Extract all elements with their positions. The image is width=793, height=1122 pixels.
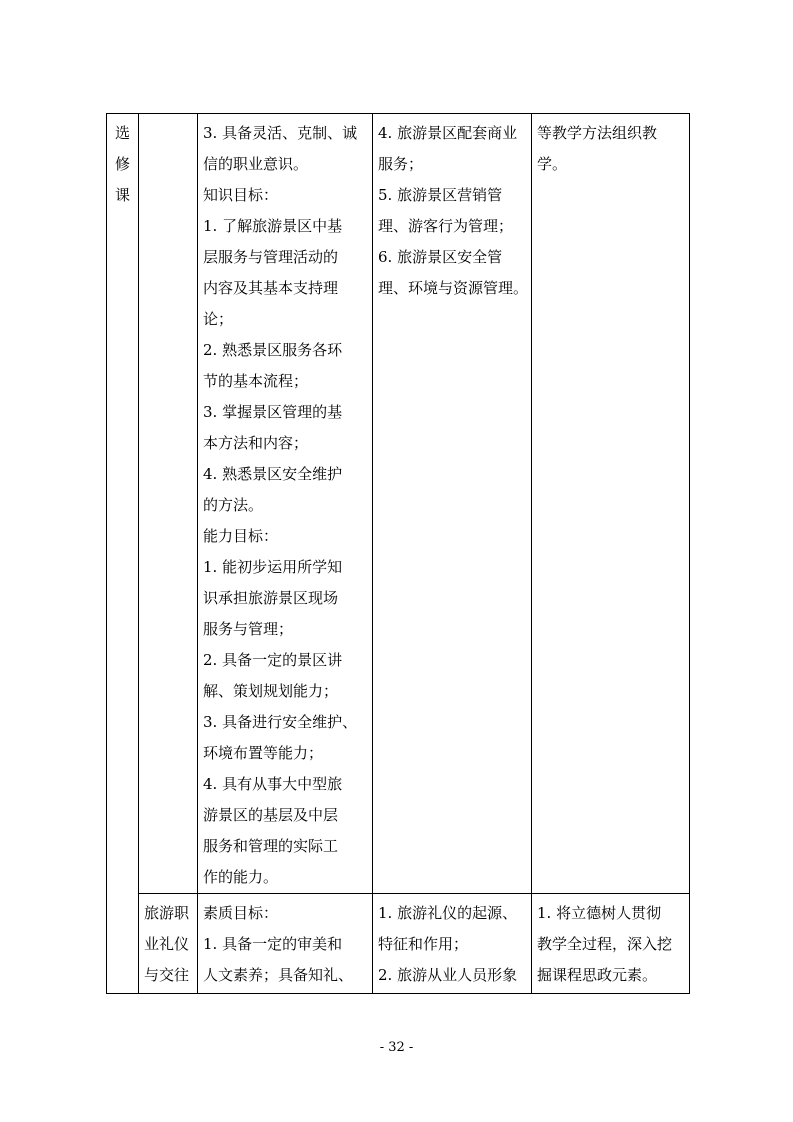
requirement-line: 1. 将立德树人贯彻 [537, 904, 662, 922]
objective-line: 1. 能初步运用所学知 [203, 558, 343, 576]
objective-line: 服务和管理的实际工 [203, 837, 339, 855]
course-name-line: 与交往 [144, 966, 190, 984]
objective-line: 论； [203, 310, 234, 328]
curriculum-table [106, 113, 690, 994]
objective-line: 4. 具有从事大中型旅 [203, 775, 343, 793]
content-cell [373, 894, 532, 994]
course-name-cell [139, 894, 198, 994]
objective-line: 服务与管理； [203, 620, 294, 638]
objective-line: 本方法和内容； [203, 434, 309, 452]
objective-line: 环境布置等能力； [203, 744, 324, 762]
content-line: 5. 旅游景区营销管 [378, 186, 503, 204]
objectives-cell [198, 114, 373, 894]
course-name-cell [139, 114, 198, 894]
content-line: 理、环境与资源管理。 [378, 279, 529, 297]
category-char: 课 [115, 186, 131, 204]
requirements-cell [532, 894, 690, 994]
category-cell [107, 114, 139, 994]
objective-line: 4. 熟悉景区安全维护 [203, 465, 343, 483]
objective-line: 人文素养；具备知礼、 [203, 966, 354, 984]
category-char: 选 [115, 124, 131, 142]
objective-line: 1. 具备一定的审美和 [203, 935, 343, 953]
objective-line: 内容及其基本支持理 [203, 279, 339, 297]
content-line: 1. 旅游礼仪的起源、 [378, 904, 518, 922]
content-line: 理、游客行为管理； [378, 217, 514, 235]
objective-line: 解、策划规划能力； [203, 682, 339, 700]
content-line: 特征和作用； [378, 935, 469, 953]
objective-line: 信的职业意识。 [203, 155, 309, 173]
course-name-line: 旅游职 [144, 904, 190, 922]
objective-line: 节的基本流程； [203, 372, 309, 390]
objective-line: 知识目标： [203, 186, 279, 204]
content-line: 4. 旅游景区配套商业 [378, 124, 518, 142]
objective-line: 3. 具备进行安全维护、 [203, 713, 358, 731]
objective-line: 识承担旅游景区现场 [203, 589, 339, 607]
content-cell [373, 114, 532, 894]
table-row [107, 894, 690, 994]
requirement-line: 掘课程思政元素。 [537, 966, 658, 984]
objectives-cell [198, 894, 373, 994]
objective-line: 游景区的基层及中层 [203, 806, 339, 824]
content-line: 服务； [378, 155, 424, 173]
objective-line: 作的能力。 [203, 868, 279, 886]
page-number: - 32 - [379, 1040, 414, 1055]
objective-line: 2. 具备一定的景区讲 [203, 651, 343, 669]
objective-line: 素质目标： [203, 904, 279, 922]
table-row [107, 114, 690, 894]
content-line: 6. 旅游景区安全管 [378, 248, 503, 266]
category-char: 修 [115, 155, 131, 173]
objective-line: 1. 了解旅游景区中基 [203, 217, 343, 235]
content-line: 2. 旅游从业人员形象 [378, 966, 518, 984]
course-name-line: 业礼仪 [144, 935, 190, 953]
requirement-line: 等教学方法组织教 [537, 124, 658, 142]
objective-line: 能力目标： [203, 527, 279, 545]
objective-line: 2. 熟悉景区服务各环 [203, 341, 343, 359]
requirement-line: 学。 [537, 155, 568, 173]
objective-line: 的方法。 [203, 496, 264, 514]
objective-line: 3. 具备灵活、克制、诚 [203, 124, 358, 142]
requirements-cell [532, 114, 690, 894]
objective-line: 3. 掌握景区管理的基 [203, 403, 343, 421]
requirement-line: 教学全过程，深入挖 [537, 935, 673, 953]
objective-line: 层服务与管理活动的 [203, 248, 339, 266]
